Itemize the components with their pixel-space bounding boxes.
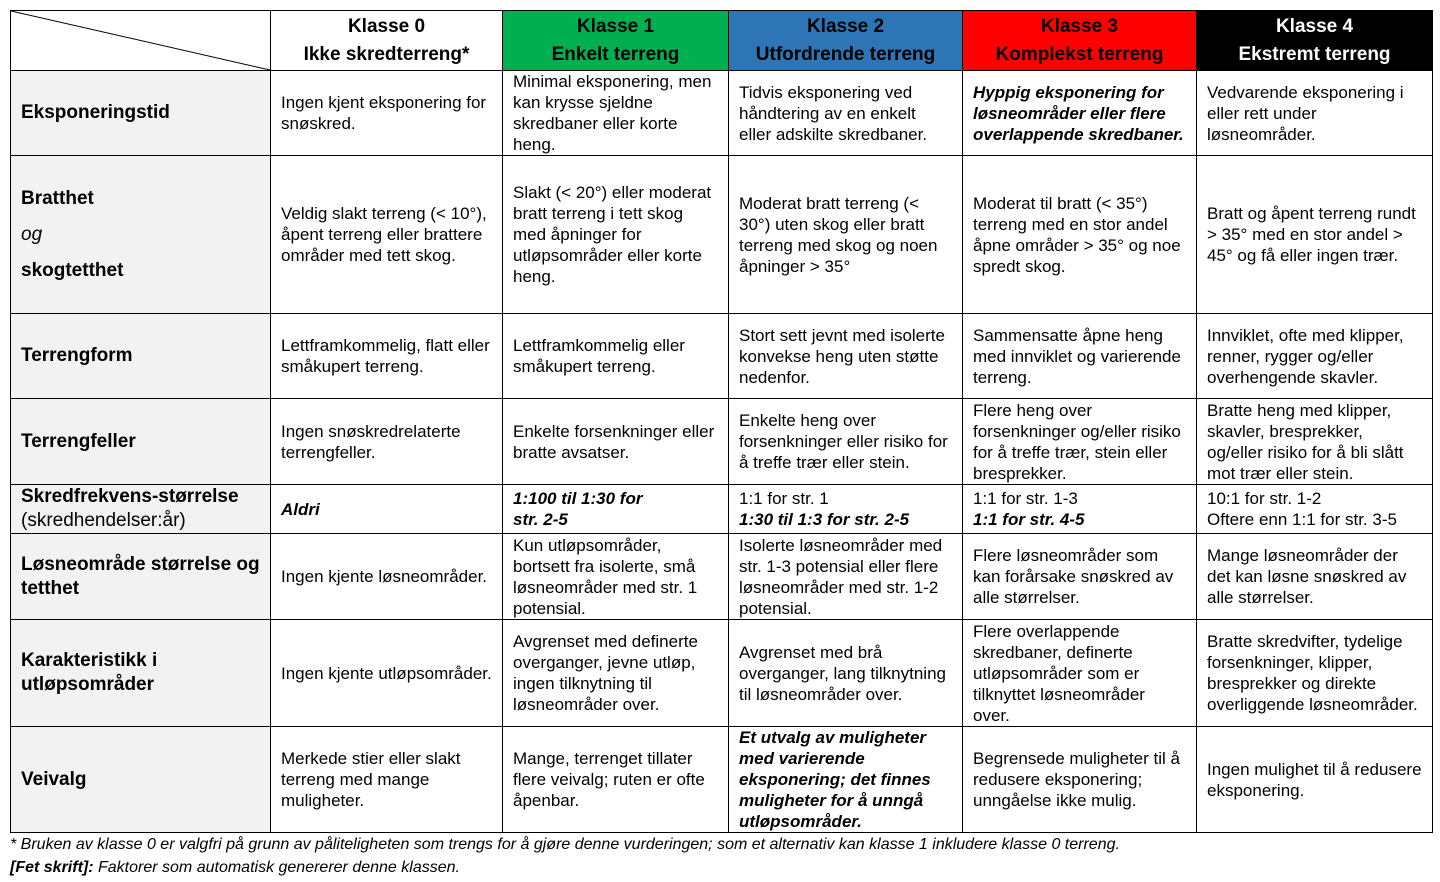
row-label [11, 485, 271, 534]
row-label: Veivalg [11, 727, 271, 833]
cell-k3: 1:1 for str. 1-3 1:1 for str. 4-5 [963, 485, 1197, 534]
row-terrengform [11, 314, 1433, 399]
cell-k1: Enkelte forsenkninger eller bratte avsatser. [503, 399, 729, 485]
row-label-sub: (skredhendelser:år) [21, 510, 186, 531]
cell-k1: Lettframkommelig eller småkupert terreng. [503, 314, 729, 399]
header-klasse-0: Klasse 0 Ikke skredterreng* [271, 11, 503, 71]
cell-k4: Bratte heng med klipper, skavler, bresprekker, og/eller risiko for å bli slått mot trær eller stein. [1197, 399, 1433, 485]
row-veivalg [11, 727, 1433, 833]
cell-k2: Avgrenset med brå overganger, lang tilknytning til løsneområder over. [729, 620, 963, 727]
cell-k0: Merkede stier eller slakt terreng med mange muligheter. [271, 727, 503, 833]
row-label [11, 156, 271, 314]
corner-cell [11, 11, 271, 71]
row-label: Eksponeringstid [11, 71, 271, 156]
cell-k2: Moderat bratt terreng (< 30°) uten skog eller bratt terreng med skog og noen åpninger > 35° [729, 156, 963, 314]
footnote-2: [Fet skrift]: Faktorer som automatisk genererer denne klassen. [10, 859, 460, 876]
row-label-line2: skogtetthet [21, 259, 124, 281]
cell-k0: Ingen kjent eksponering for snøskred. [271, 71, 503, 156]
cell-k2: Et utvalg av muligheter med varierende eksponering; det finnes muligheter for å unngå utløpsområder. [729, 727, 963, 833]
cell-k4: 10:1 for str. 1-2 Oftere enn 1:1 for str. 3-5 [1197, 485, 1433, 534]
cell-k2: Isolerte løsneområder med str. 1-3 potensial eller flere løsneområder med str. 1-2 potensial. [729, 534, 963, 620]
header-klasse-2: Klasse 2 Utfordrende terreng [729, 11, 963, 71]
cell-k3: Sammensatte åpne heng med innviklet og varierende terreng. [963, 314, 1197, 399]
row-eksponeringstid [11, 71, 1433, 156]
cell-k1: 1:100 til 1:30 for str. 2-5 [503, 485, 729, 534]
row-karakteristikk [11, 620, 1433, 727]
cell-k0: Ingen snøskredrelaterte terrengfeller. [271, 399, 503, 485]
row-label-line1: Bratthet [21, 187, 94, 209]
cell-k3: Flere løsneområder som kan forårsake snøskred av alle størrelser. [963, 534, 1197, 620]
cell-k4: Ingen mulighet til å redusere eksponering. [1197, 727, 1433, 833]
cell-k3: Flere overlappende skredbaner, definerte utløpsområder som er tilknyttet løsneområder over. [963, 620, 1197, 727]
header-klasse-3: Klasse 3 Komplekst terreng [963, 11, 1197, 71]
diagonal-line [11, 11, 270, 70]
header-klasse-4: Klasse 4 Ekstremt terreng [1197, 11, 1433, 71]
cell-k2: Enkelte heng over forsenkninger eller risiko for å treffe trær eller stein. [729, 399, 963, 485]
cell-k1: Kun utløpsområder, bortsett fra isolerte, små løsneområder med str. 1 potensial. [503, 534, 729, 620]
row-label: Terrengform [11, 314, 271, 399]
row-label: Karakteristikk i utløpsområder [11, 620, 271, 727]
cell-k3: Moderat til bratt (< 35°) terreng med en stor andel åpne områder > 35° og noe spredt skog. [963, 156, 1197, 314]
footnote-1: * Bruken av klasse 0 er valgfri på grunn av påliteligheten som trengs for å gjøre denne vurderingen; som et alternativ kan klasse 1 inkludere klasse 0 terreng. [10, 836, 1120, 853]
cell-k1: Minimal eksponering, men kan krysse sjeldne skredbaner eller korte heng. [503, 71, 729, 156]
row-label-og: og [21, 223, 43, 245]
row-losneomrade [11, 534, 1433, 620]
cell-k3: Flere heng over forsenkninger og/eller risiko for å treffe trær, stein eller bresprekker. [963, 399, 1197, 485]
cell-k0: Veldig slakt terreng (< 10°), åpent terreng eller brattere områder med tett skog. [271, 156, 503, 314]
cell-k1: Avgrenset med definerte overganger, jevne utløp, ingen tilknytning til løsneområder over. [503, 620, 729, 727]
cell-k2: 1:1 for str. 1 1:30 til 1:3 for str. 2-5 [729, 485, 963, 534]
row-label: Terrengfeller [11, 399, 271, 485]
cell-k4: Bratt og åpent terreng rundt > 35° med en stor andel > 45° og få eller ingen trær. [1197, 156, 1433, 314]
terrain-classification-table [10, 10, 1433, 833]
classification-table-wrapper [10, 10, 1432, 879]
cell-k2: Stort sett jevnt med isolerte konvekse heng uten støtte nedenfor. [729, 314, 963, 399]
cell-k3: Hyppig eksponering for løsneområder eller flere overlappende skredbaner. [963, 71, 1197, 156]
header-klasse-1: Klasse 1 Enkelt terreng [503, 11, 729, 71]
cell-k4: Innviklet, ofte med klipper, renner, rygger og/eller overhengende skavler. [1197, 314, 1433, 399]
row-skredfrekvens [11, 485, 1433, 534]
cell-k1: Slakt (< 20°) eller moderat bratt terreng i tett skog med åpninger for utløpsområder eller korte heng. [503, 156, 729, 314]
cell-k4: Bratte skredvifter, tydelige forsenkninger, klipper, bresprekker og direkte overliggende løsneområder. [1197, 620, 1433, 727]
cell-k4: Mange løsneområder der det kan løsne snøskred av alle størrelser. [1197, 534, 1433, 620]
cell-k0: Ingen kjente utløpsområder. [271, 620, 503, 727]
row-terrengfeller [11, 399, 1433, 485]
row-bratthet [11, 156, 1433, 314]
cell-k0: Aldri [271, 485, 503, 534]
cell-k3: Begrensede muligheter til å redusere eksponering; unngåelse ikke mulig. [963, 727, 1197, 833]
cell-k2: Tidvis eksponering ved håndtering av en enkelt eller adskilte skredbaner. [729, 71, 963, 156]
cell-k0: Ingen kjente løsneområder. [271, 534, 503, 620]
row-label: Løsneområde størrelse og tetthet [11, 534, 271, 620]
header-row [11, 11, 1433, 71]
cell-k1: Mange, terrenget tillater flere veivalg; ruten er ofte åpenbar. [503, 727, 729, 833]
row-label-main: Skredfrekvens-størrelse [21, 486, 239, 507]
cell-k4: Vedvarende eksponering i eller rett under løsneområder. [1197, 71, 1433, 156]
cell-k0: Lettframkommelig, flatt eller småkupert terreng. [271, 314, 503, 399]
